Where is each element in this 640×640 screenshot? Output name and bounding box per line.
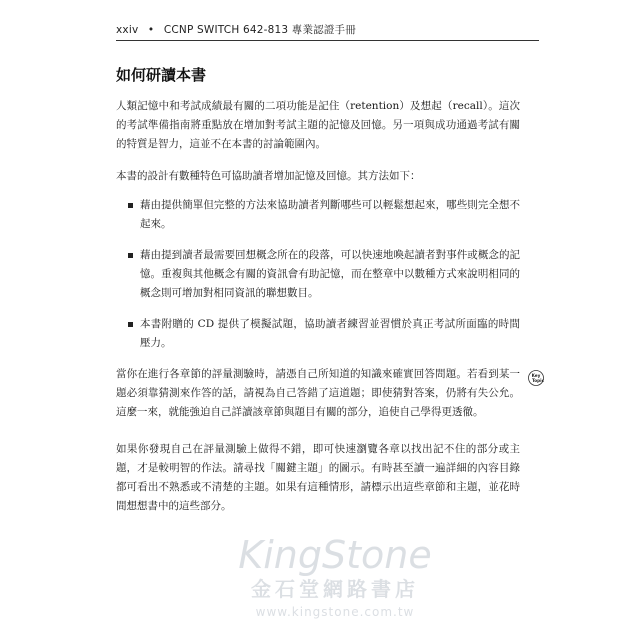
section-title: 如何研讀本書 xyxy=(116,66,207,84)
key-topic-label-1: Key xyxy=(531,373,541,378)
bullet-square-icon xyxy=(128,203,133,208)
header-separator: • xyxy=(147,24,155,36)
bullet-square-icon xyxy=(128,322,133,327)
paragraph-assessment: 當你在進行各章節的評量測驗時，請憑自己所知道的知識來確實回答問題。若看到某一題必須靠猜測來作答的話，請視為自己答錯了這道題；即使猜對答案，仍將有失公允。這麼一來，就能強迫自己詳讀該章節與題目有關的部分，追使自己學得更透徹。 xyxy=(116,368,520,418)
page-number: xxiv xyxy=(116,24,139,36)
list-item xyxy=(116,196,520,234)
list-item xyxy=(116,315,520,353)
paragraph-features: 本書的設計有數種特色可協助讀者增加記憶及回憶。其方法如下： xyxy=(116,170,421,182)
key-topic-icon xyxy=(528,368,550,388)
list-item-text: 藉由提供簡單但完整的方法來協助讀者判斷哪些可以輕鬆想起來，哪些則完全想不起來。 xyxy=(140,199,520,230)
watermark-brand: KingStone xyxy=(238,533,432,577)
watermark-chinese: 金石堂網路書店 xyxy=(251,577,419,601)
running-header xyxy=(116,22,356,37)
book-title: CCNP SWITCH 642-813 專業認證手冊 xyxy=(163,24,356,36)
list-item-text: 藉由提到讀者最需要回想概念所在的段落，可以快速地喚起讀者對事件或概念的記憶。重複與其他概念有關的資訊會有助記憶，而在整章中以數種方式來說明相同的概念則可增加對相同資訊的聯想數目。 xyxy=(140,249,520,299)
watermark-url: www.kingstone.com.tw xyxy=(255,605,415,619)
section-body xyxy=(116,97,520,516)
list-item xyxy=(116,246,520,303)
feature-list xyxy=(116,196,520,353)
kingstone-watermark-logo xyxy=(200,532,470,622)
paragraph-retention: 人類記憶中和考試成績最有關的二項功能是記住（retention）及想起（recall）。這次的考試準備指南將重點放在增加對考試主題的記憶及回憶。另一項與成功通過考試有關的特質是智力，這並不在本書的討論範圍內。 xyxy=(116,100,520,150)
key-topic-label-2: Topic xyxy=(531,378,545,383)
paragraph-key-topics: 如果你發現自己在評量測驗上做得不錯，即可快速瀏覽各章以找出記不住的部分或主題，才是較明智的作法。請尋找「關鍵主題」的圖示。有時甚至讀一遍詳細的內容目錄都可看出不熟悉或不清楚的主題。如果有這種情形，請標示出這些章節和主題，並花時間想想書中的這些部分。 xyxy=(116,443,520,512)
header-rule xyxy=(116,40,539,41)
bullet-square-icon xyxy=(128,253,133,258)
list-item-text: 本書附贈的 CD 提供了模擬試題，協助讀者練習並習慣於真正考試所面臨的時間壓力。 xyxy=(140,318,520,349)
